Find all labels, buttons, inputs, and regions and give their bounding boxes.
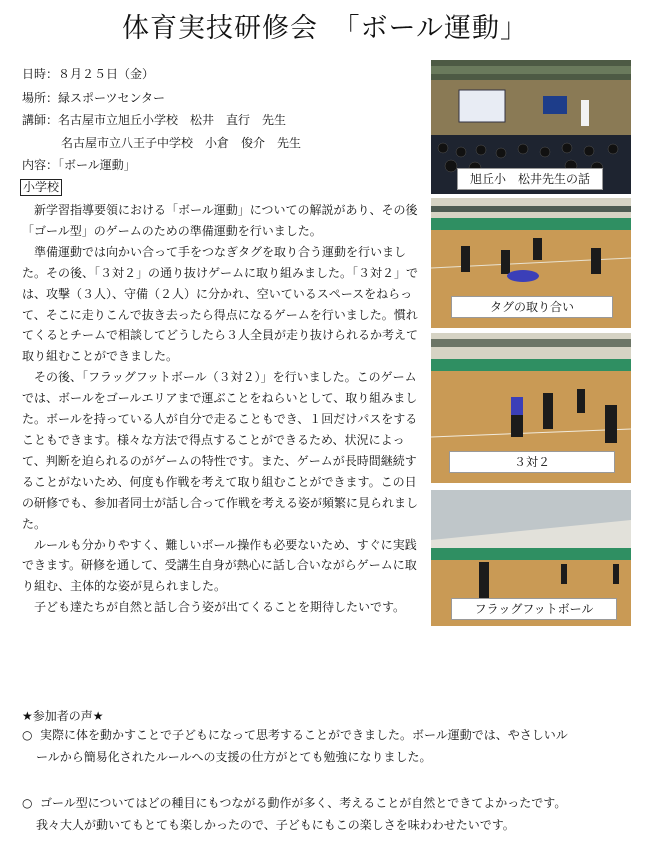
info-place: 場所：緑スポーツセンター [22, 91, 166, 105]
photo-caption: 旭丘小 松井先生の話 [457, 168, 603, 190]
voice-line: ゴール型についてはどの種目にもつながる動作が多く、考えることが自然とできてよかったです。 [40, 796, 567, 810]
info-date: 日時：８月２５日（金） [22, 67, 155, 81]
voice-item [22, 724, 632, 768]
photo-caption: フラッグフットボール [451, 598, 617, 620]
info-lecturer-1: 講師：名古屋市立旭丘小学校 松井 直行 先生 [22, 113, 287, 127]
voice-mark: ○ [22, 728, 33, 742]
paragraph: ルールも分かりやすく、難しいボール操作も必要ないため、すぐに実践できます。研修を通して、受講生自身が熱心に話し合いながらゲームに取り組む、主体的な姿が見られました。 [22, 537, 417, 594]
photo-flag-football [431, 490, 631, 626]
photo-caption: タグの取り合い [451, 296, 613, 318]
photo-lecture [431, 60, 631, 194]
photo-caption: ３対２ [449, 451, 615, 473]
section-label: 小学校 [20, 179, 62, 196]
paragraph: 新学習指導要領における「ボール運動」についての解説があり、その後「ゴール型」のゲームのための準備運動を行いました。 [22, 203, 418, 238]
photo-three-vs-two [431, 333, 631, 483]
voice-line: ールから簡易化されたルールへの支援の仕方がとても勉強になりました。 [36, 750, 432, 764]
voices-heading: ★参加者の声★ [22, 709, 104, 723]
voice-mark: ○ [22, 796, 33, 810]
voice-item [22, 792, 632, 836]
voice-line: 我々大人が動いてもとても楽しかったので、子どもにもこの楽しさを味わわせたいです。 [36, 818, 515, 832]
paragraph: その後、「フラッグフットボール（３対２）」を行いました。このゲームでは、ボールをゴールエリアまで運ぶことをねらいとして、取り組みました。ボールを持っている人が自分で走ることもでき、１回だけパスをすることもできます。様々な方法で得点することができるため、状況によって、判断を迫られるのがゲームの特性です。また、ゲームが長時間継続することがないため、何度も作戦を考えて取り組むことができます。この日の研修でも、参加者同士が話し合って作戦を考える姿が頻繁に見られました。 [22, 370, 419, 531]
page-title: 体育実技研修会 「ボール運動」 [122, 13, 528, 44]
report-body [22, 200, 420, 618]
paragraph: 子ども達たちが自然と話し合う姿が出てくることを期待したいです。 [34, 600, 406, 615]
paragraph: 準備運動では向かい合って手をつなぎタグを取り合う運動を行いました。その後、「３対２」の通り抜けゲームに取り組みました。「３対２」では、攻撃（３人）、守備（２人）に分かれ、空いているスペースをねらって、そこに走りこんで抜き去ったら得点になるゲームを行いました。慣れてくるとチームで相談してどうしたら３人全員が走り抜けられるか考えて取り組むことができました。 [22, 244, 419, 364]
voice-line: 実際に体を動かすことで子どもになって思考することができました。ボール運動では、やさしいル [40, 728, 568, 742]
photo-tag [431, 198, 631, 328]
info-content: 内容：「ボール運動」 [22, 158, 136, 172]
info-lecturer-2: 名古屋市立八王子中学校 小倉 俊介 先生 [61, 136, 302, 150]
